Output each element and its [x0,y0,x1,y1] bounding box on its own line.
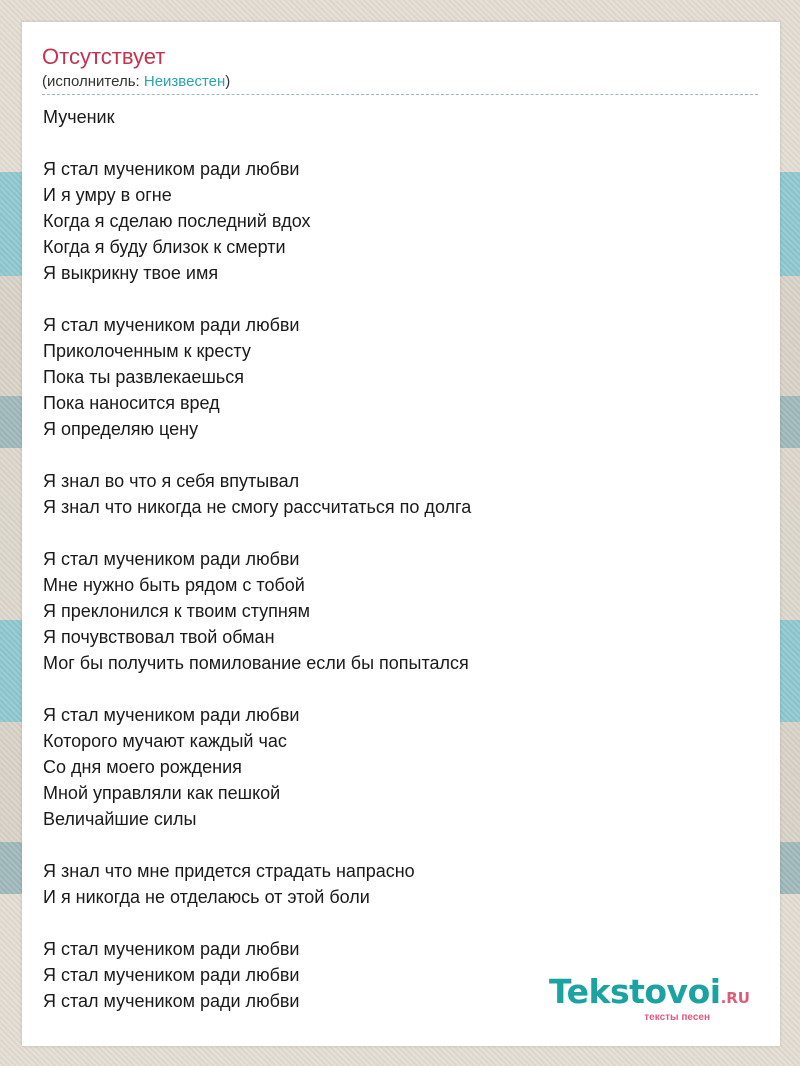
artist-line [42,72,758,92]
lyrics-song-name: Мученик [43,107,115,127]
lyric-line: Я стал мучеником ради любви [43,705,300,725]
logo-main-text: Tekstovoi [549,972,721,1011]
lyric-line: Пока ты развлекаешься [43,367,245,387]
lyric-line: Приколоченным к кресту [43,341,251,361]
artist-prefix: (исполнитель: [42,73,144,90]
lyrics-stanza [43,702,759,832]
lyric-line: Я стал мучеником ради любви [43,549,300,569]
lyric-line: Со дня моего рождения [43,757,242,777]
lyric-line: Я стал мучеником ради любви [43,939,300,959]
artist-suffix: ) [225,73,231,90]
lyric-line: Я выкрикну твое имя [43,263,219,283]
lyrics-text [43,104,759,1014]
lyrics-stanza [43,468,759,520]
logo-subtitle: тексты песен [644,1012,710,1023]
lyric-line: Когда я сделаю последний вдох [43,211,311,231]
lyric-line: Мог бы получить помилование если бы попытался [43,653,469,673]
lyric-line: Я стал мучеником ради любви [43,965,300,985]
site-logo[interactable] [549,972,750,1024]
lyrics-card [22,22,780,1046]
lyrics-stanza [43,312,759,442]
song-title: Отсутствует [42,44,166,69]
lyric-line: Я определяю цену [43,419,199,439]
lyric-line: Я знал что никогда не смогу рассчитаться по долга [43,497,472,517]
lyrics-stanza [43,546,759,676]
lyrics-stanza [43,156,759,286]
lyric-line: И я никогда не отделаюсь от этой боли [43,887,370,907]
lyric-line: Которого мучают каждый час [43,731,287,751]
logo-wordmark [549,972,750,1015]
logo-tld: .RU [720,989,750,1007]
lyric-line: Я знал во что я себя впутывал [43,471,300,491]
lyric-line: Я почувствовал твой обман [43,627,275,647]
lyric-line: Я стал мучеником ради любви [43,159,300,179]
lyric-line: Величайшие силы [43,809,197,829]
lyric-line: Я стал мучеником ради любви [43,991,300,1011]
lyric-line: Пока наносится вред [43,393,220,413]
lyric-line: Мне нужно быть рядом с тобой [43,575,305,595]
lyric-line: И я умру в огне [43,185,172,205]
lyric-line: Мной управляли как пешкой [43,783,281,803]
lyric-line: Когда я буду близок к смерти [43,237,286,257]
lyric-line: Я знал что мне придется страдать напрасно [43,861,415,881]
lyrics-stanza [43,858,759,910]
artist-link[interactable]: Неизвестен [143,73,226,90]
lyric-line: Я преклонился к твоим ступням [43,601,310,621]
song-header [42,42,758,95]
lyric-line: Я стал мучеником ради любви [43,315,300,335]
